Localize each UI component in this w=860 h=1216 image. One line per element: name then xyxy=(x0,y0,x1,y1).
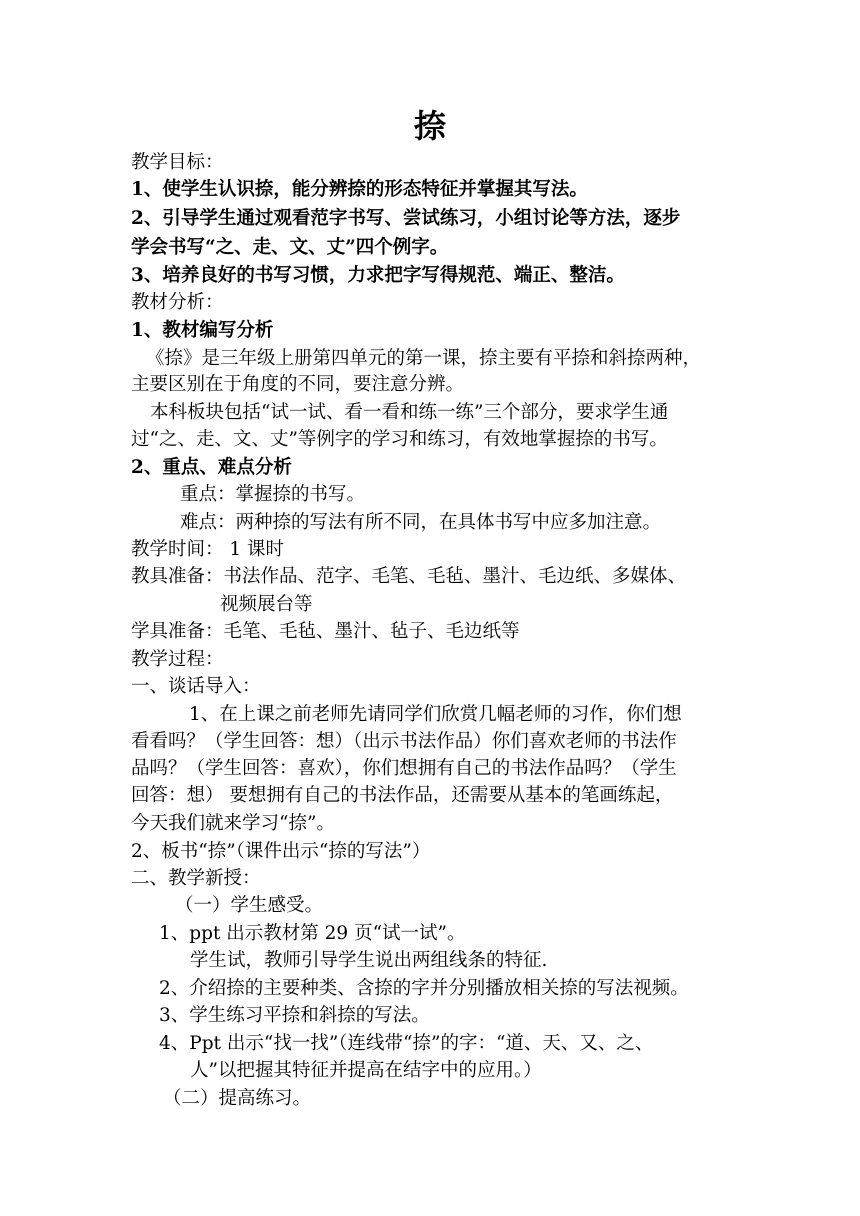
teaching-time: 教学时间： 1 课时 xyxy=(131,539,285,560)
teaching-tools: 教具准备：书法作品、范字、毛笔、毛毡、墨汁、毛边纸、多媒体、 xyxy=(131,566,687,587)
step-4-cont: 人”以把握其特征并提高在结字中的应用。） xyxy=(190,1060,542,1081)
analysis-para-2-cont: 过“之、走、文、丈”等例字的学习和练习，有效地掌握捺的书写。 xyxy=(131,429,668,450)
section-1-para-cont-3: 回答：想） 要想拥有自己的书法作品，还需要从基本的笔画练起， xyxy=(131,785,674,806)
section-1-para-cont-2: 品吗？（学生回答：喜欢），你们想拥有自己的书法作品吗？（学生 xyxy=(131,758,677,779)
student-tools: 学具准备：毛笔、毛毡、墨汁、毡子、毛边纸等 xyxy=(131,621,520,642)
goal-item-1: 1、使学生认识捺，能分辨捺的形态特征并掌握其写法。 xyxy=(131,179,588,200)
analysis-para-2: 本科板块包括“试一试、看一看和练一练”三个部分，要求学生通 xyxy=(150,402,669,423)
section-1-item-2: 2、板书“捺”（课件出示“捺的写法”） xyxy=(131,841,431,862)
goal-item-3: 3、培养良好的书写习惯，力求把字写得规范、端正、整洁。 xyxy=(131,265,625,286)
analysis-para-1: 《捺》是三年级上册第四单元的第一课，捺主要有平捺和斜捺两种， xyxy=(146,348,702,369)
analysis-item-2: 2、重点、难点分析 xyxy=(131,457,292,478)
goal-item-2: 2、引导学生通过观看范字书写、尝试练习，小组讨论等方法，逐步 xyxy=(131,208,681,229)
teaching-tools-cont: 视频展台等 xyxy=(220,594,313,615)
step-1: 1、ppt 出示教材第 29 页“试一试”。 xyxy=(159,923,466,944)
analysis-para-1-cont: 主要区别在于角度的不同，要注意分辨。 xyxy=(131,374,465,395)
goal-item-2-cont: 学会书写“之、走、文、丈”四个例字。 xyxy=(131,237,449,258)
step-4: 4、Ppt 出示“找一找”（连线带“捺”的字：“道、天、又、之、 xyxy=(159,1033,654,1054)
section-1-heading: 一、谈话导入： xyxy=(131,676,261,697)
difficult-point: 难点：两种捺的写法有所不同，在具体书写中应多加注意。 xyxy=(180,512,662,533)
subsection-1-heading: （一）学生感受。 xyxy=(175,895,324,916)
section-1-para-cont-1: 看看吗？（学生回答：想）（出示书法作品）你们喜欢老师的书法作 xyxy=(131,731,677,752)
heading-material-analysis: 教材分析： xyxy=(131,292,224,313)
heading-teaching-process: 教学过程： xyxy=(131,649,224,670)
key-point: 重点：掌握捺的书写。 xyxy=(180,484,366,505)
heading-teaching-goals: 教学目标： xyxy=(131,152,224,173)
section-2-heading: 二、教学新授： xyxy=(131,868,261,889)
step-3: 3、学生练习平捺和斜捺的写法。 xyxy=(159,1005,430,1026)
analysis-item-1: 1、教材编写分析 xyxy=(131,320,274,341)
subsection-2-heading: （二）提高练习。 xyxy=(163,1088,312,1109)
step-2: 2、介绍捺的主要种类、含捺的字并分别播放相关捺的写法视频。 xyxy=(159,978,689,999)
section-1-para: 1、在上课之前老师先请同学们欣赏几幅老师的习作，你们想 xyxy=(189,704,682,725)
step-1-detail: 学生试，教师引导学生说出两组线条的特征. xyxy=(190,950,548,971)
document-title: 捺 xyxy=(413,107,446,145)
section-1-para-cont-4: 今天我们就来学习“捺”。 xyxy=(131,813,335,834)
